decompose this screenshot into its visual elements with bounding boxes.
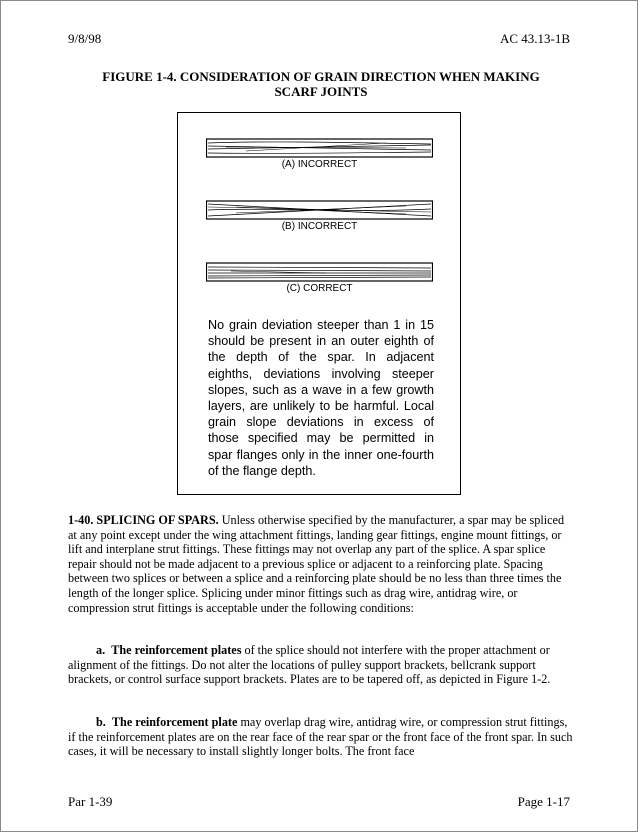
item-a-text: of the splice should not interfere with the proper attachment or alignment of the fittings. Do not alter the locations of pulley support brackets, bellcrank support brackets, or control surface support brackets. Plates are to be tapered off, as depicted in Figure 1-2. <box>68 643 551 687</box>
item-a-heading: The reinforcement plates <box>111 643 242 657</box>
item-a-marker: a. <box>96 643 106 657</box>
board-b-illustration <box>206 199 433 232</box>
header-date: 9/8/98 <box>68 31 102 46</box>
section-paragraph <box>68 513 574 615</box>
section-heading: 1-40. SPLICING OF SPARS. <box>68 513 219 527</box>
figure-title <box>81 69 561 99</box>
footer-par: Par 1-39 <box>68 794 113 809</box>
figure-title-line-1: FIGURE 1-4. CONSIDERATION OF GRAIN DIRECTION WHEN MAKING <box>102 69 540 84</box>
board-c-label: (C) CORRECT <box>286 283 353 294</box>
section-text: Unless otherwise specified by the manufacturer, a spar may be spliced at any point except under the wing attachment fittings, landing gear fittings, engine mount fittings, or lift and interplane strut fittings. These fittings may not overlap any part of the splice. A spar splice repair should not be made adjacent to a previous splice or adjacent to a reinforcing plate. Spacing between two splices or between a splice and a reinforcing plate should be no less than three times the length of the longer splice. Splicing under minor fittings such as drag wire, antidrag wire, or compression strut fittings is acceptable under the following conditions: <box>68 513 565 615</box>
board-b-label: (B) INCORRECT <box>281 221 358 232</box>
item-a-paragraph <box>68 643 574 687</box>
figure-box <box>177 112 461 495</box>
board-a-illustration <box>206 137 433 170</box>
item-b-heading: The reinforcement plate <box>111 715 238 729</box>
figure-note: No grain deviation steeper than 1 in 15 should be present in an outer eighth of the depth of the spar. In adjacent eighths, deviations involving steeper slopes, such as a wave in a few growth layers, are unlikely to be harmful. Local grain slope deviations in excess of those specified may be permitted in spar flanges only in the inner one-fourth of the flange depth. <box>208 318 434 478</box>
board-a-label: (A) INCORRECT <box>281 159 358 170</box>
header-doc-id: AC 43.13-1B <box>499 31 570 46</box>
footer-page: Page 1-17 <box>517 794 570 809</box>
item-b-paragraph <box>68 715 574 759</box>
item-b-text: may overlap drag wire, antidrag wire, or compression strut fittings, if the reinforcement plates are on the rear face of the rear spar or the front face of the front spar. In such cases, it will be necessary to install slightly longer bolts. The front face <box>68 715 573 759</box>
item-b-marker: b. <box>96 715 106 729</box>
figure-title-line-2: SCARF JOINTS <box>274 84 368 99</box>
board-c-illustration <box>206 261 433 294</box>
